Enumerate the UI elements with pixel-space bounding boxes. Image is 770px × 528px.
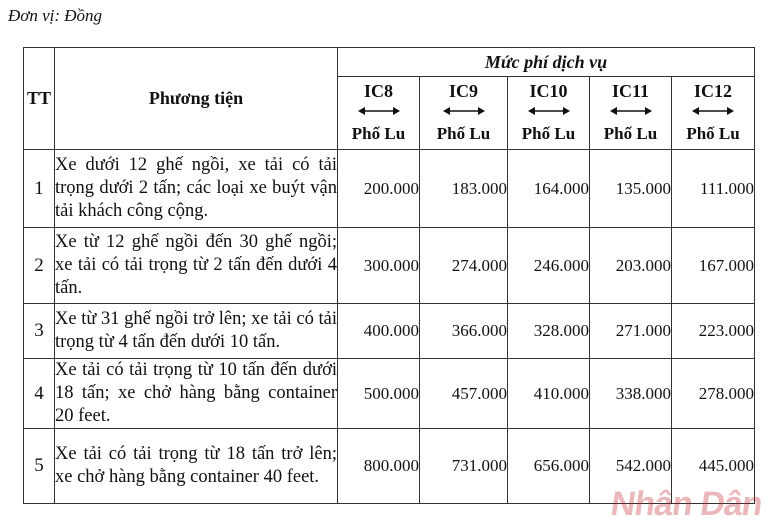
interchange-code: IC11 bbox=[611, 81, 649, 101]
interchange-code: IC10 bbox=[529, 81, 568, 101]
fee-value: 400.000 bbox=[338, 304, 420, 359]
fee-value: 366.000 bbox=[420, 304, 508, 359]
fee-value: 300.000 bbox=[338, 228, 420, 304]
double-arrow-icon bbox=[691, 104, 735, 118]
col-header-fee-group: Mức phí dịch vụ bbox=[338, 48, 755, 77]
fee-value: 246.000 bbox=[508, 228, 590, 304]
fee-value: 445.000 bbox=[672, 429, 755, 504]
fee-value: 200.000 bbox=[338, 150, 420, 228]
table-row bbox=[24, 304, 755, 359]
col-header-interchange bbox=[420, 77, 508, 150]
fee-value: 164.000 bbox=[508, 150, 590, 228]
col-header-interchange bbox=[590, 77, 672, 150]
row-number: 5 bbox=[24, 429, 55, 504]
vehicle-description: Xe từ 12 ghế ngồi đến 30 ghế ngồi; xe tải có tải trọng từ 2 tấn đến dưới 4 tấn. bbox=[55, 228, 338, 304]
row-number: 3 bbox=[24, 304, 55, 359]
row-number: 1 bbox=[24, 150, 55, 228]
fee-value: 271.000 bbox=[590, 304, 672, 359]
fee-value: 135.000 bbox=[590, 150, 672, 228]
fee-value: 183.000 bbox=[420, 150, 508, 228]
double-arrow-icon bbox=[609, 104, 653, 118]
vehicle-description: Xe dưới 12 ghế ngồi, xe tải có tải trọng dưới 2 tấn; các loại xe buýt vận tải khách công cộng. bbox=[55, 150, 338, 228]
fee-value: 111.000 bbox=[672, 150, 755, 228]
fee-value: 656.000 bbox=[508, 429, 590, 504]
col-header-vehicle: Phương tiện bbox=[55, 48, 338, 150]
fee-value: 328.000 bbox=[508, 304, 590, 359]
table-row bbox=[24, 150, 755, 228]
unit-label: Đơn vị: Đồng bbox=[8, 6, 103, 25]
fee-value: 338.000 bbox=[590, 359, 672, 429]
interchange-code: IC8 bbox=[363, 81, 393, 101]
interchange-destination: Phố Lu bbox=[521, 124, 576, 143]
interchange-destination: Phố Lu bbox=[351, 124, 406, 143]
double-arrow-icon bbox=[357, 104, 401, 118]
fee-value: 731.000 bbox=[420, 429, 508, 504]
fee-value: 223.000 bbox=[672, 304, 755, 359]
fee-value: 800.000 bbox=[338, 429, 420, 504]
col-header-interchange bbox=[672, 77, 755, 150]
double-arrow-icon bbox=[442, 104, 486, 118]
double-arrow-icon bbox=[527, 104, 571, 118]
vehicle-description: Xe từ 31 ghế ngồi trở lên; xe tải có tải trọng từ 4 tấn đến dưới 10 tấn. bbox=[55, 304, 338, 359]
col-header-interchange bbox=[508, 77, 590, 150]
interchange-code: IC9 bbox=[448, 81, 478, 101]
fee-value: 457.000 bbox=[420, 359, 508, 429]
interchange-destination: Phố Lu bbox=[603, 124, 658, 143]
interchange-destination: Phố Lu bbox=[436, 124, 491, 143]
vehicle-description: Xe tải có tải trọng từ 18 tấn trở lên; xe chở hàng bằng container 40 feet. bbox=[55, 429, 338, 504]
row-number: 4 bbox=[24, 359, 55, 429]
fee-table bbox=[23, 47, 755, 504]
fee-value: 410.000 bbox=[508, 359, 590, 429]
interchange-code: IC12 bbox=[694, 81, 733, 101]
col-header-interchange bbox=[338, 77, 420, 150]
interchange-destination: Phố Lu bbox=[686, 124, 740, 143]
fee-value: 274.000 bbox=[420, 228, 508, 304]
table-row bbox=[24, 228, 755, 304]
fee-value: 542.000 bbox=[590, 429, 672, 504]
vehicle-description: Xe tải có tải trọng từ 10 tấn đến dưới 18 tấn; xe chở hàng bằng container 20 feet. bbox=[55, 359, 338, 429]
fee-value: 167.000 bbox=[672, 228, 755, 304]
row-number: 2 bbox=[24, 228, 55, 304]
table-row bbox=[24, 359, 755, 429]
fee-value: 500.000 bbox=[338, 359, 420, 429]
watermark-logo: Nhân Dân bbox=[608, 485, 765, 523]
fee-value: 203.000 bbox=[590, 228, 672, 304]
fee-value: 278.000 bbox=[672, 359, 755, 429]
col-header-tt: TT bbox=[24, 48, 55, 150]
